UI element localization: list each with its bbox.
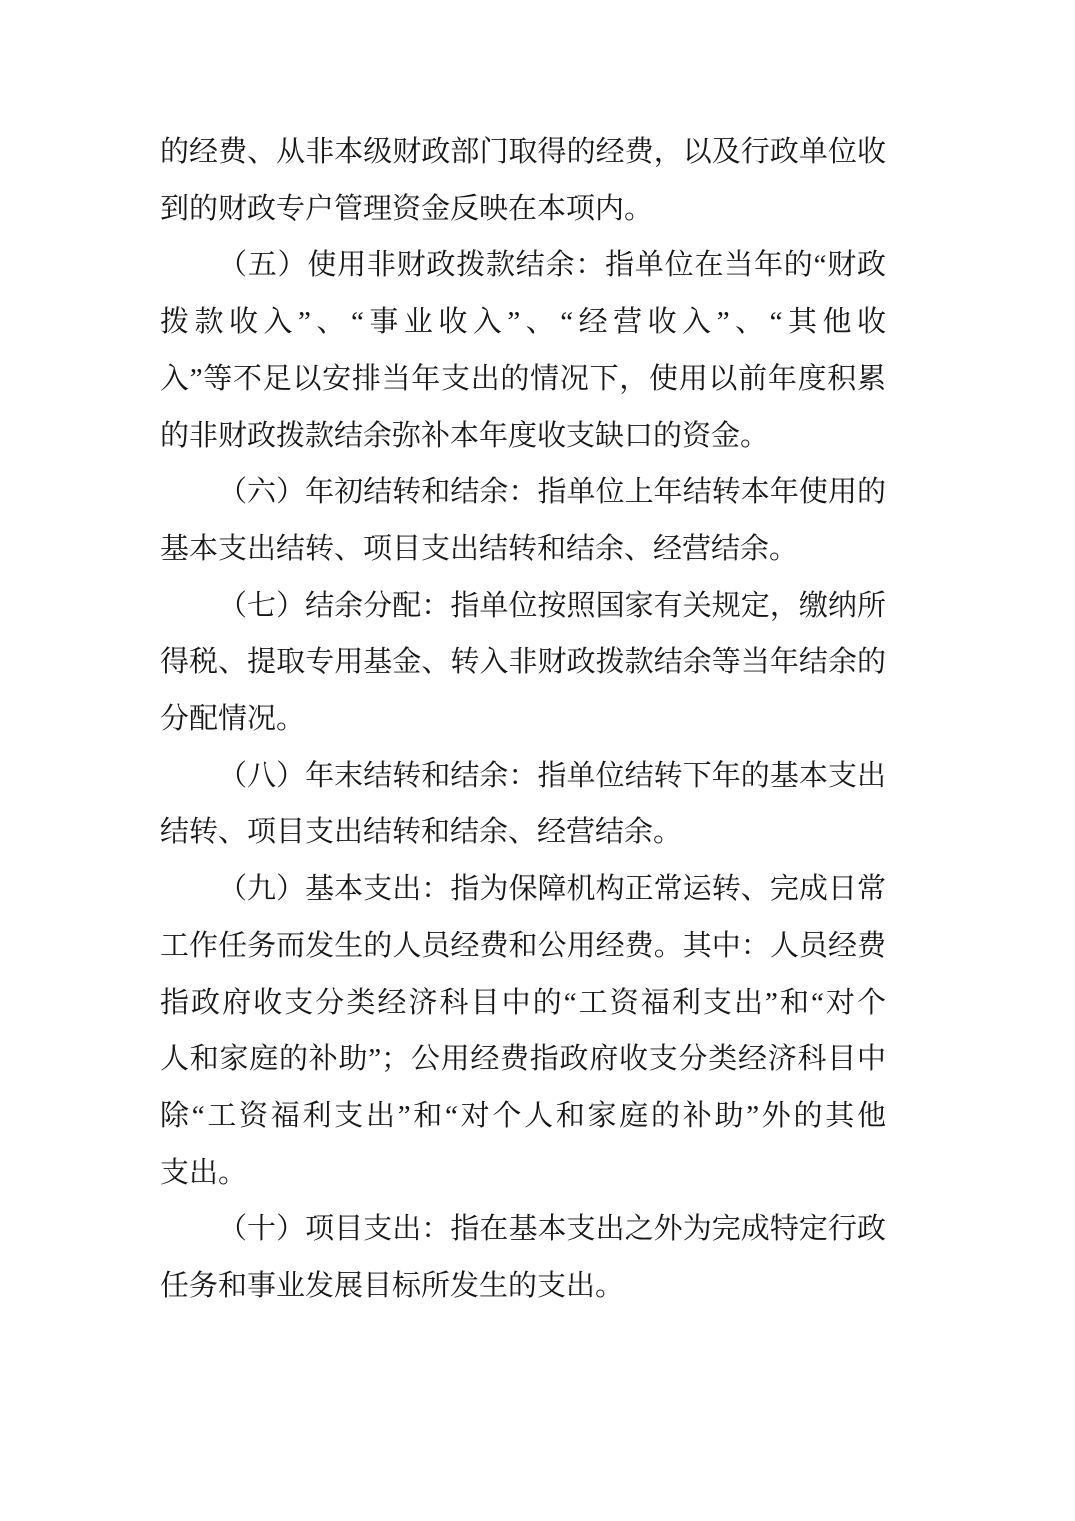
text-line: 拨款收入”、“事业收入”、“经营收入”、“其他收	[160, 306, 886, 339]
text-line: （十）项目支出：指在基本支出之外为完成特定行政	[218, 1213, 886, 1246]
text-line: （八）年末结转和结余：指单位结转下年的基本支出	[218, 759, 886, 792]
text-line: （七）结余分配：指单位按照国家有关规定，缴纳所	[218, 589, 886, 622]
paragraph	[160, 748, 886, 861]
text-line: 支出。	[160, 1156, 248, 1189]
text-line: 工作任务而发生的人员经费和公用经费。其中：人员经费	[160, 929, 886, 962]
text-line: 分配情况。	[160, 703, 306, 736]
text-line: （五）使用非财政拨款结余：指单位在当年的“财政	[218, 249, 886, 282]
text-line: （九）基本支出：指为保障机构正常运转、完成日常	[218, 873, 886, 906]
text-line: 入”等不足以安排当年支出的情况下，使用以前年度积累	[160, 362, 886, 395]
text-line: 基本支出结转、项目支出结转和结余、经营结余。	[160, 532, 799, 565]
text-line: 指政府收支分类经济科目中的“工资福利支出”和“对个	[160, 986, 886, 1019]
text-line: 结转、项目支出结转和结余、经营结余。	[160, 816, 683, 849]
paragraph	[160, 578, 886, 748]
text-line: 人和家庭的补助”；公用经费指政府收支分类经济科目中	[160, 1043, 886, 1076]
paragraph	[160, 124, 886, 237]
document-body	[160, 124, 886, 1315]
paragraph	[160, 237, 886, 464]
text-line: 的经费、从非本级财政部门取得的经费，以及行政单位收	[160, 136, 886, 168]
text-line: 的非财政拨款结余弥补本年度收支缺口的资金。	[160, 419, 770, 452]
text-line: 到的财政专户管理资金反映在本项内。	[160, 192, 654, 225]
paragraph	[160, 1201, 886, 1314]
paragraph	[160, 464, 886, 577]
text-line: 任务和事业发展目标所发生的支出。	[160, 1270, 625, 1303]
paragraph	[160, 861, 886, 1201]
text-line: 除“工资福利支出”和“对个人和家庭的补助”外的其他	[160, 1099, 886, 1132]
text-line: 得税、提取专用基金、转入非财政拨款结余等当年结余的	[160, 646, 886, 679]
text-line: （六）年初结转和结余：指单位上年结转本年使用的	[218, 476, 886, 509]
